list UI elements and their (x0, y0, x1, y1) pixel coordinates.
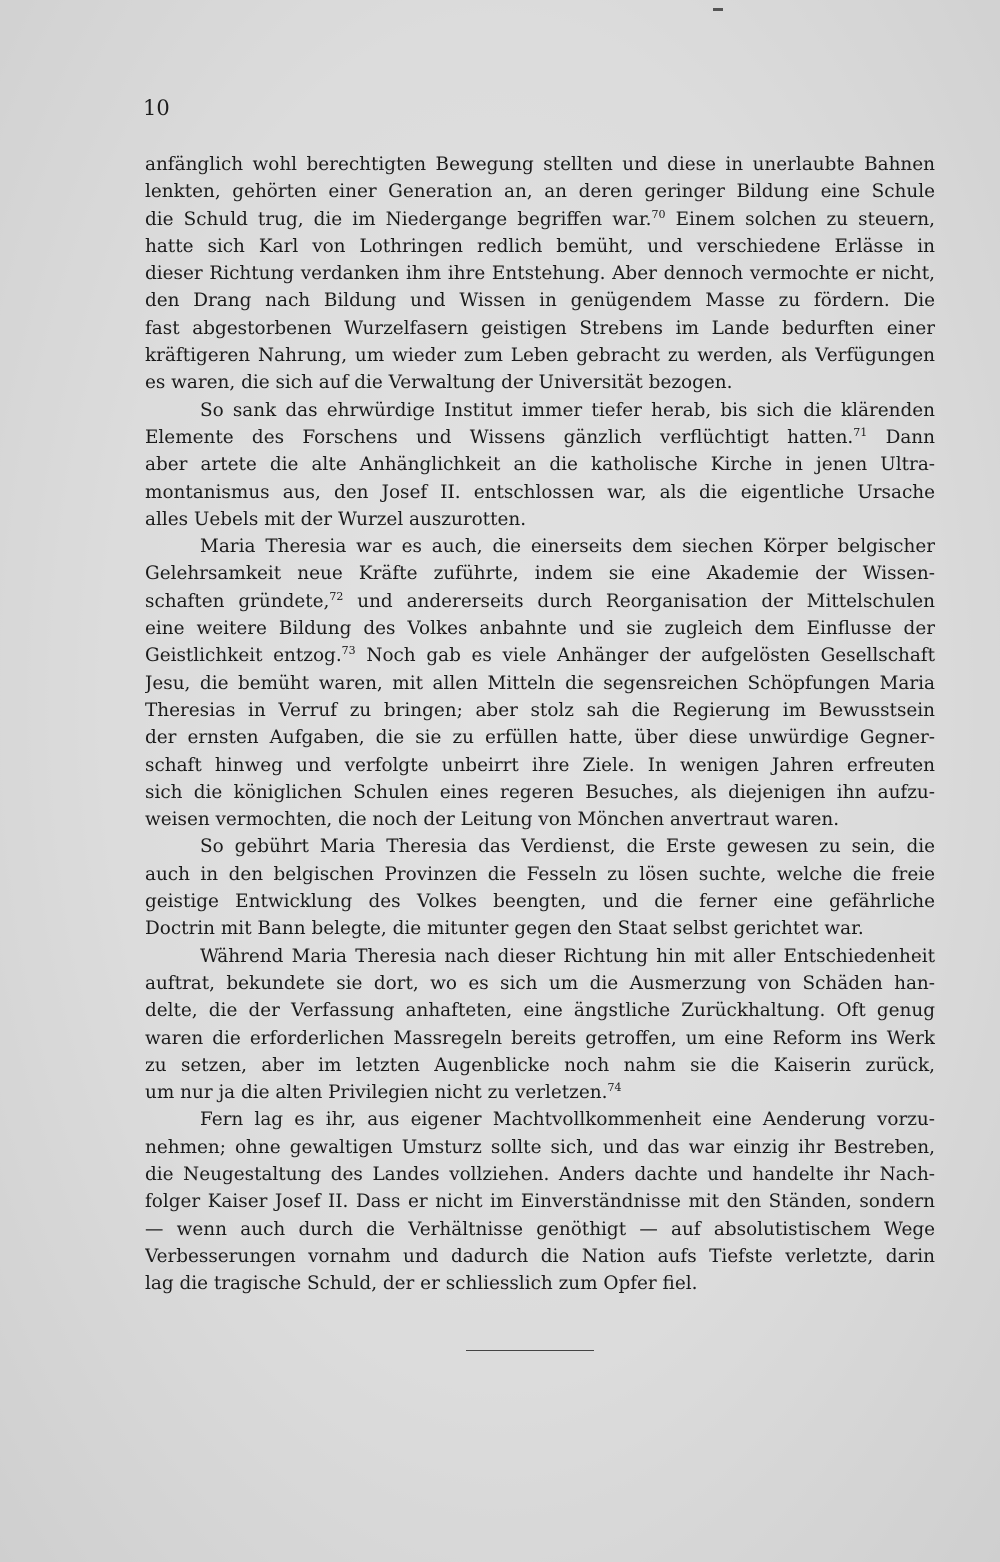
text-line (145, 342, 935, 369)
line-text: den Drang nach Bildung und Wissen in genügendem Masse zu fördern. Die (145, 290, 935, 312)
text-line (145, 451, 935, 478)
text-line (145, 151, 935, 178)
line-text: Fern lag es ihr, aus eigener Machtvollkommenheit eine Aenderung vorzu- (200, 1109, 935, 1131)
text-line (145, 506, 935, 533)
footnote-marker: 71 (853, 425, 868, 439)
text-line (145, 888, 935, 915)
line-text: sich die königlichen Schulen eines regeren Besuches, als diejenigen ihn aufzu- (145, 781, 935, 803)
body-text (145, 151, 935, 1297)
text-line (145, 397, 935, 424)
text-line (145, 1134, 935, 1161)
text-line (145, 833, 935, 860)
line-text-continued: Noch gab es viele Anhänger der aufgelösten Gesellschaft (355, 645, 935, 667)
text-line (145, 178, 935, 205)
line-text: waren die erforderlichen Massregeln bereits getroffen, um eine Reform ins Werk (145, 1027, 935, 1049)
line-text: kräftigeren Nahrung, um wieder zum Leben gebracht zu werden, als Verfügungen (145, 345, 935, 367)
line-text: So gebührt Maria Theresia das Verdienst, die Erste gewesen zu sein, die (200, 836, 935, 858)
line-text-continued: und andererseits durch Reorganisation der Mittelschulen (343, 590, 935, 612)
text-line (145, 1079, 935, 1106)
line-text: eine weitere Bildung des Volkes anbahnte und sie zugleich dem Einflusse der (145, 618, 935, 640)
page-number: 10 (143, 96, 170, 120)
line-text: zu setzen, aber im letzten Augenblicke noch nahm sie die Kaiserin zurück, (145, 1054, 935, 1076)
text-line (145, 1106, 935, 1133)
text-line (145, 560, 935, 587)
line-text: die Neugestaltung des Landes vollziehen. Anders dachte und handelte ihr Nach- (145, 1163, 935, 1185)
line-text: — wenn auch durch die Verhältnisse genöthigt — auf absolutistischem Wege (145, 1218, 935, 1240)
text-line (145, 206, 935, 233)
text-line (145, 233, 935, 260)
line-text: nehmen; ohne gewaltigen Umsturz sollte sich, und das war einzig ihr Bestreben, (145, 1136, 935, 1158)
line-text: hatte sich Karl von Lothringen redlich bemüht, und verschiedene Erlässe in (145, 235, 935, 257)
line-text: geistige Entwicklung des Volkes beengten, und die ferner eine gefährliche (145, 891, 935, 913)
line-text: um nur ja die alten Privilegien nicht zu verletzen. (145, 1082, 608, 1104)
line-text: Jesu, die bemüht waren, mit allen Mitteln die segensreichen Schöpfungen Maria (145, 672, 935, 694)
line-text: aber artete die alte Anhänglichkeit an die katholische Kirche in jenen Ultra- (145, 454, 935, 476)
text-line (145, 424, 935, 451)
text-line (145, 369, 935, 396)
line-text: es waren, die sich auf die Verwaltung der Universität bezogen. (145, 372, 733, 394)
line-text-continued: Einem solchen zu steuern, (665, 208, 935, 230)
line-text: delte, die der Verfassung anhafteten, eine ängstliche Zurückhaltung. Oft genug (145, 1000, 935, 1022)
line-text: Elemente des Forschens und Wissens gänzlich verflüchtigt hatten. (145, 426, 854, 448)
line-text: alles Uebels mit der Wurzel auszurotten. (145, 508, 527, 530)
text-line (145, 697, 935, 724)
line-text: dieser Richtung verdanken ihm ihre Entstehung. Aber dennoch vermochte er nicht, (145, 263, 935, 285)
text-line (145, 642, 935, 669)
line-text: die Schuld trug, die im Niedergange begriffen war. (145, 208, 652, 230)
text-line (145, 1052, 935, 1079)
text-line (145, 287, 935, 314)
text-line (145, 915, 935, 942)
line-text: auch in den belgischen Provinzen die Fesseln zu lösen suchte, welche die freie (145, 863, 935, 885)
text-line (145, 1216, 935, 1243)
line-text: So sank das ehrwürdige Institut immer tiefer herab, bis sich die klärenden (200, 399, 935, 421)
text-line (145, 479, 935, 506)
footnote-marker: 73 (341, 644, 356, 658)
line-text: Während Maria Theresia nach dieser Richtung hin mit aller Entschiedenheit (200, 945, 935, 967)
line-text: lag die tragische Schuld, der er schliesslich zum Opfer fiel. (145, 1273, 698, 1295)
text-line (145, 588, 935, 615)
footnote-marker: 72 (329, 589, 344, 603)
line-text: Geistlichkeit entzog. (145, 645, 342, 667)
text-line (145, 943, 935, 970)
text-line (145, 724, 935, 751)
line-text: weisen vermochten, die noch der Leitung von Mönchen anvertraut waren. (145, 809, 840, 831)
line-text: fast abgestorbenen Wurzelfasern geistigen Strebens im Lande bedurften einer (145, 317, 935, 339)
line-text: anfänglich wohl berechtigten Bewegung stellten und diese in unerlaubte Bahnen (145, 154, 935, 175)
line-text: Maria Theresia war es auch, die einerseits dem siechen Körper belgischer (200, 536, 935, 558)
text-line (145, 1243, 935, 1270)
line-text-continued: Dann (867, 426, 935, 448)
text-line (145, 806, 935, 833)
line-text: Theresias in Verruf zu bringen; aber stolz sah die Regierung im Bewusstsein (145, 699, 935, 721)
text-line (145, 1270, 935, 1297)
text-line (145, 861, 935, 888)
scan-speck (713, 8, 723, 11)
text-line (145, 533, 935, 560)
line-text: der ernsten Aufgaben, die sie zu erfüllen hatte, über diese unwürdige Gegner- (145, 727, 935, 749)
text-line (145, 260, 935, 287)
text-line (145, 970, 935, 997)
line-text: auftrat, bekundete sie dort, wo es sich um die Ausmerzung von Schäden han- (145, 972, 935, 994)
line-text: schaften gründete, (145, 590, 330, 612)
end-rule (466, 1350, 594, 1351)
text-line (145, 779, 935, 806)
line-text: folger Kaiser Josef II. Dass er nicht im Einverständnisse mit den Ständen, sondern (145, 1191, 935, 1213)
text-line (145, 315, 935, 342)
text-line (145, 752, 935, 779)
line-text: schaft hinweg und verfolgte unbeirrt ihre Ziele. In wenigen Jahren erfreuten (145, 754, 935, 776)
line-text: Gelehrsamkeit neue Kräfte zuführte, indem sie eine Akademie der Wissen- (145, 563, 935, 585)
footnote-marker: 70 (651, 207, 666, 221)
line-text: lenkten, gehörten einer Generation an, an deren geringer Bildung eine Schule (145, 181, 935, 203)
line-text: Doctrin mit Bann belegte, die mitunter gegen den Staat selbst gerichtet war. (145, 918, 864, 940)
text-line (145, 615, 935, 642)
text-line (145, 1161, 935, 1188)
line-text: Verbesserungen vornahm und dadurch die Nation aufs Tiefste verletzte, darin (145, 1245, 935, 1267)
line-text: montanismus aus, den Josef II. entschlossen war, als die eigentliche Ursache (145, 481, 935, 503)
text-line (145, 1025, 935, 1052)
text-line (145, 1188, 935, 1215)
text-line (145, 670, 935, 697)
footnote-marker: 74 (607, 1081, 622, 1095)
text-line (145, 997, 935, 1024)
